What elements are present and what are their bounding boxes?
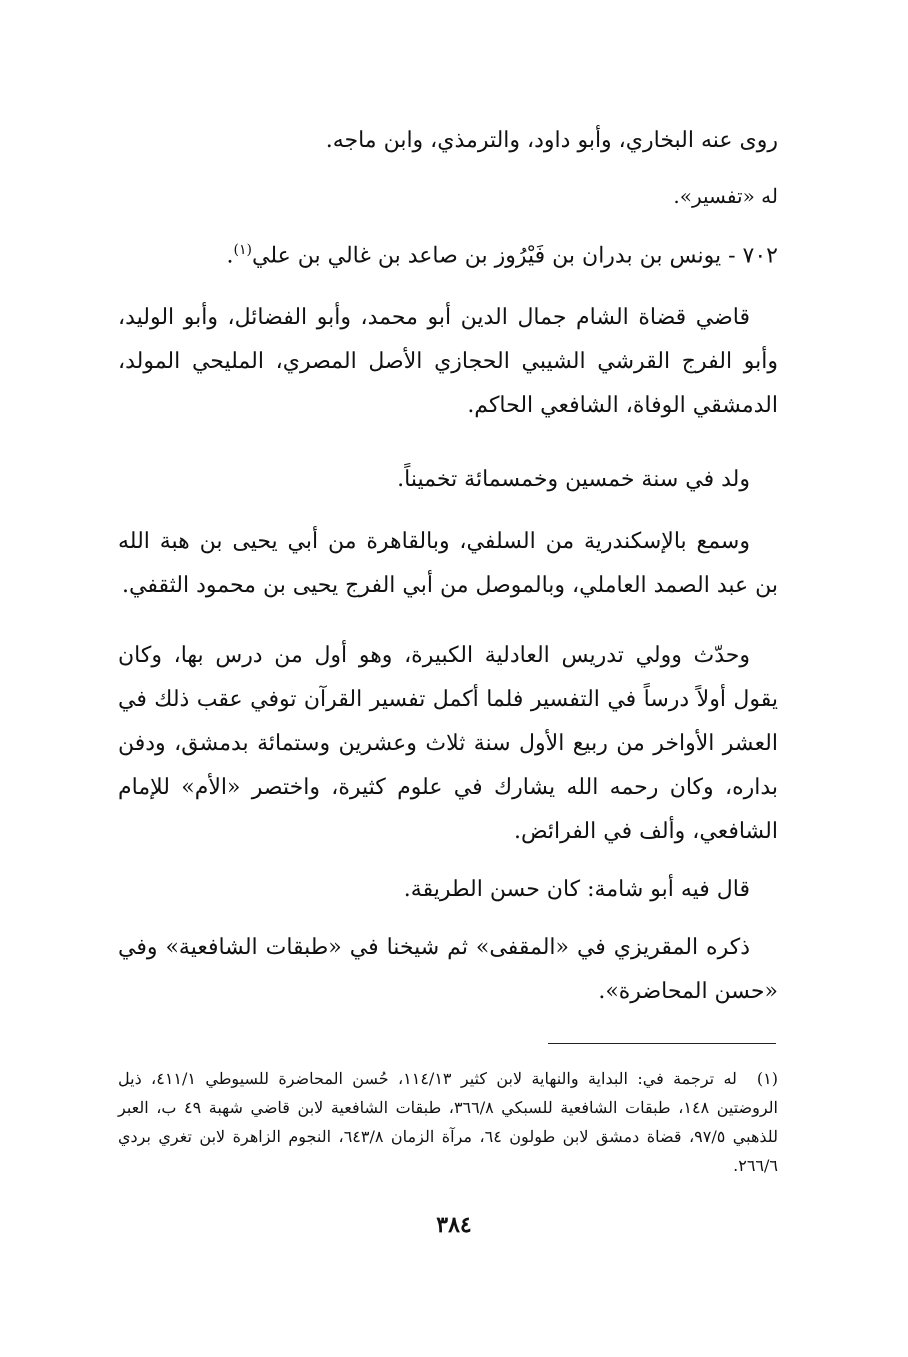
footnote-reference: (١) [233, 242, 253, 258]
footnote-marker: (١) [756, 1069, 779, 1088]
abu-shama-paragraph: قال فيه أبو شامة: كان حسن الطريقة. [403, 877, 750, 902]
teaching-paragraph: وحدّث وولي تدريس العادلية الكبيرة، وهو أول من درس بها، وكان يقول أولاً درساً في التفسير فلما أكمل تفسير القرآن توفي عقب ذلك في العشر الأواخر من ربيع الأول سنة ثلاث وعشرين وستمائة بدمشق، ودفن بداره، وكان رحمه الله يشارك في علوم كثيرة، واختصر «الأم» للإمام الشافعي، وألف في الفرائض. [118, 643, 778, 844]
birth-paragraph: ولد في سنة خمسين وخمسمائة تخميناً. [397, 467, 750, 492]
narrators-line: روى عنه البخاري، وأبو داود، والترمذي، وابن ماجه. [325, 128, 778, 153]
sources-paragraph: ذكره المقريزي في «المقفى» ثم شيخنا في «طبقات الشافعية» وفي «حسن المحاضرة». [118, 935, 778, 1004]
page-number: ٣٨٤ [436, 1212, 472, 1238]
footnote [118, 1064, 778, 1180]
tafsir-note-line: له «تفسير». [673, 184, 778, 208]
entry-heading-end: . [226, 243, 234, 269]
entry-heading [227, 242, 778, 268]
footnote-text: له ترجمة في: البداية والنهاية لابن كثير ١١٤/١٣، حُسن المحاضرة للسيوطي ٤١١/١، ذيل الروضتين ١٤٨، طبقات الشافعية للسبكي ٣٦٦/٨، طبقات الشافعية لابن قاضي شهبة ٤٩ ب، العبر للذهبي ٩٧/٥، قضاة دمشق لابن طولون ٦٤، مرآة الزمان ٦٤٣/٨، النجوم الزاهرة لابن تغري بردي ٢٦٦/٦. [118, 1069, 779, 1175]
hearing-paragraph: وسمع بالإسكندرية من السلفي، وبالقاهرة من أبي يحيى بن هبة الله بن عبد الصمد العاملي، وبالموصل من أبي الفرج يحيى بن محمود الثقفي. [118, 529, 778, 598]
titles-paragraph: قاضي قضاة الشام جمال الدين أبو محمد، وأبو الفضائل، وأبو الوليد، وأبو الفرج القرشي الشيبي الحجازي الأصل المصري، المليحي المولد، الدمشقي الوفاة، الشافعي الحاكم. [118, 305, 778, 418]
entry-heading-text: ٧٠٢ - يونس بن بدران بن فَيْرُوز بن صاعد بن غالي بن علي [252, 243, 778, 269]
footnote-divider [548, 1043, 776, 1044]
